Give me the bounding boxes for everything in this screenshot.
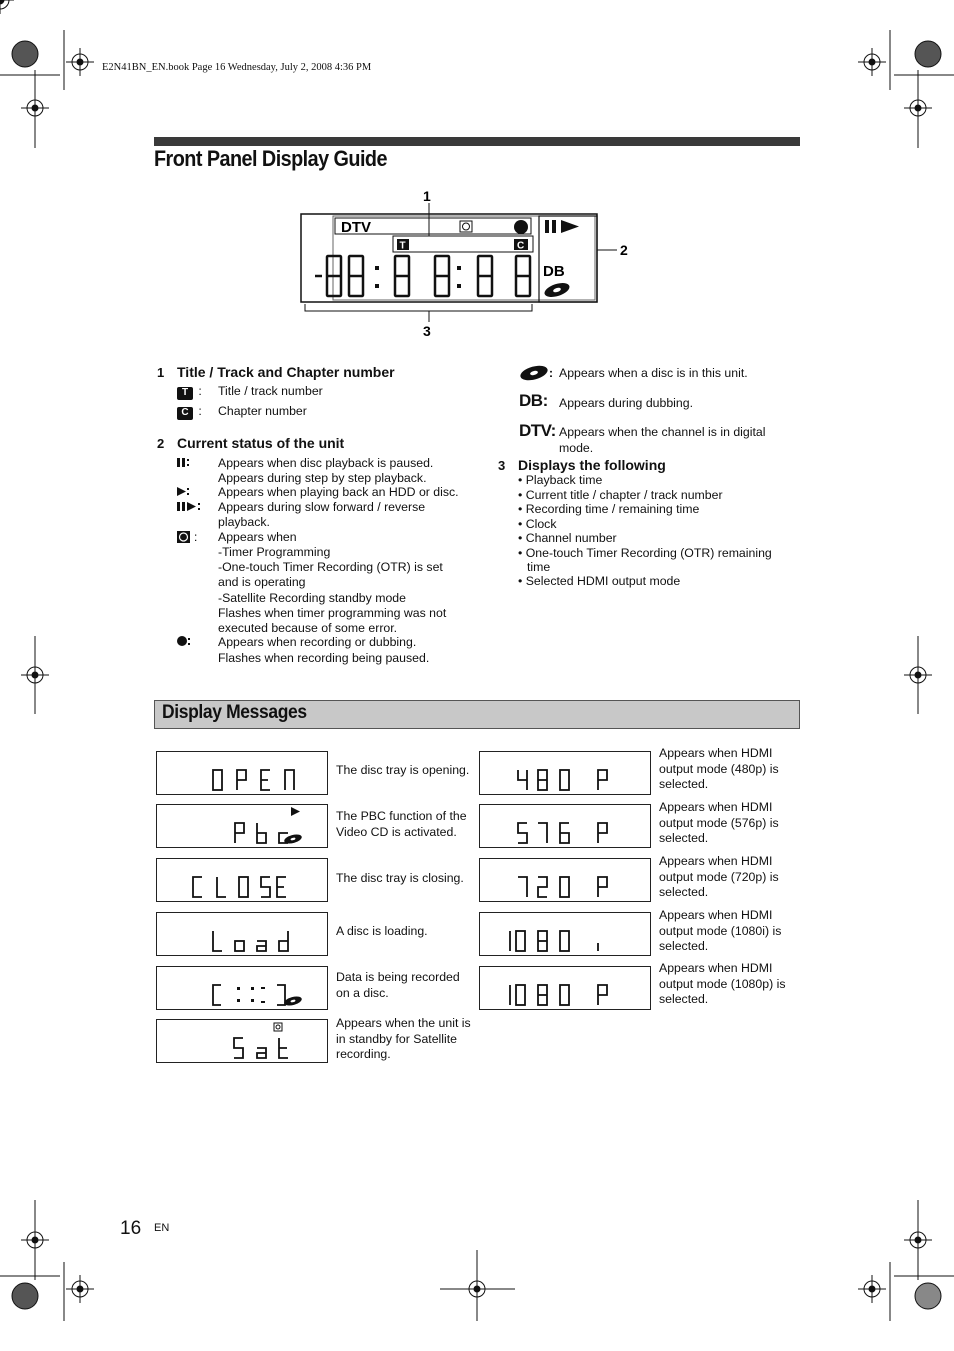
message-text: Appears when HDMI output mode (576p) is selected. [659, 800, 779, 845]
lcd-720p [479, 858, 651, 902]
status-line: playback. [218, 515, 270, 529]
svg-text::: : [549, 366, 553, 380]
callout-3: 3 [423, 323, 431, 339]
status-line: executed because of some error. [218, 621, 398, 635]
message-text: Appears when the unit is in standby for Satellite recording. [336, 1016, 471, 1061]
lcd-480p [479, 751, 651, 795]
status-line: Appears when disc playback is paused. [218, 456, 434, 470]
bullet-item-cont: time [527, 560, 551, 574]
status-line: -One-touch Timer Recording (OTR) is set [218, 560, 443, 574]
section-1-number: 1 [157, 365, 165, 380]
header-line: E2N41BN_EN.book Page 16 Wednesday, July 2, 2008 4:36 PM [102, 62, 372, 73]
section-2-number: 2 [157, 436, 165, 451]
section-1-title: Title / Track and Chapter number [177, 364, 395, 380]
section-1-item-text: Title / track number [218, 384, 323, 398]
status-line: Flashes when timer programming was not [218, 606, 447, 620]
display-messages-title: Display Messages [162, 702, 307, 723]
lcd-sat [156, 1019, 328, 1063]
lcd-1080i [479, 912, 651, 956]
chapter-badge: C [177, 407, 193, 420]
lcd-close [156, 858, 328, 902]
status-line: -Timer Programming [218, 545, 331, 559]
section-3-number: 3 [498, 458, 506, 473]
legend-text: mode. [559, 441, 594, 455]
message-text: Appears when HDMI output mode (1080p) is selected. [659, 961, 786, 1006]
page-title: Front Panel Display Guide [154, 146, 387, 171]
title-badge: T [177, 387, 193, 400]
legend-text: Appears during dubbing. [559, 396, 693, 410]
lcd-pbc [156, 804, 328, 848]
slow-play-icon [177, 502, 200, 511]
db-label: DB: [519, 391, 548, 410]
section-1-item: C : [177, 404, 202, 420]
status-icons [175, 455, 215, 655]
lcd-recording [156, 966, 328, 1010]
lcd-load [156, 912, 328, 956]
status-line: Appears when recording or dubbing. [218, 635, 417, 649]
message-text: Appears when HDMI output mode (480p) is selected. [659, 746, 779, 791]
bullet-item: • Clock [518, 517, 557, 531]
legend-text: Appears when the channel is in digital [559, 425, 766, 439]
section-1-item: T : [177, 384, 202, 400]
status-line: Appears during slow forward / reverse [218, 500, 426, 514]
message-text: Appears when HDMI output mode (720p) is selected. [659, 854, 779, 899]
dtv-label: DTV: [519, 421, 556, 440]
message-text: The disc tray is closing. [336, 871, 464, 885]
panel-dtv-label: DTV [341, 219, 371, 236]
status-line: Appears when [218, 530, 297, 544]
panel-c-badge: C [517, 240, 525, 252]
legend-text: Appears when a disc is in this unit. [559, 366, 748, 380]
lcd-1080p [479, 966, 651, 1010]
svg-text::: : [194, 530, 198, 544]
bullet-item: • Current title / chapter / track number [518, 488, 723, 502]
bullet-item: • Channel number [518, 531, 617, 545]
panel-t-badge: T [399, 240, 406, 252]
panel-db-label: DB [543, 263, 565, 280]
timer-icon [177, 530, 197, 544]
bullet-item: • Selected HDMI output mode [518, 574, 681, 588]
page-language: EN [154, 1222, 170, 1234]
status-line: and is operating [218, 575, 306, 589]
lcd-open [156, 751, 328, 795]
status-line: Flashes when recording being paused. [218, 651, 430, 665]
page-number: 16 [120, 1218, 142, 1239]
callout-2: 2 [620, 242, 628, 258]
front-panel-display [295, 188, 635, 339]
disc-icon [519, 363, 553, 383]
message-text: Data is being recorded on a disc. [336, 970, 460, 1000]
message-text: The PBC function of the Video CD is activated. [336, 809, 467, 839]
status-line: Appears when playing back an HDD or disc. [218, 485, 459, 499]
play-icon [177, 487, 189, 496]
bullet-item: • Playback time [518, 473, 603, 487]
message-text: The disc tray is opening. [336, 763, 470, 777]
section-1-item-text: Chapter number [218, 404, 307, 418]
record-icon [177, 636, 190, 646]
bullet-item: • One-touch Timer Recording (OTR) remaining [518, 546, 772, 560]
title-bar-rule [154, 137, 800, 146]
message-text: Appears when HDMI output mode (1080i) is selected. [659, 908, 782, 953]
callout-1: 1 [423, 188, 431, 204]
lcd-576p [479, 804, 651, 848]
section-2-title: Current status of the unit [177, 435, 345, 451]
message-text: A disc is loading. [336, 924, 428, 938]
status-line: -Satellite Recording standby mode [218, 591, 406, 605]
pause-icon [177, 458, 189, 467]
bullet-item: • Recording time / remaining time [518, 502, 700, 516]
status-line: Appears during step by step playback. [218, 471, 427, 485]
section-3-title: Displays the following [518, 457, 666, 473]
